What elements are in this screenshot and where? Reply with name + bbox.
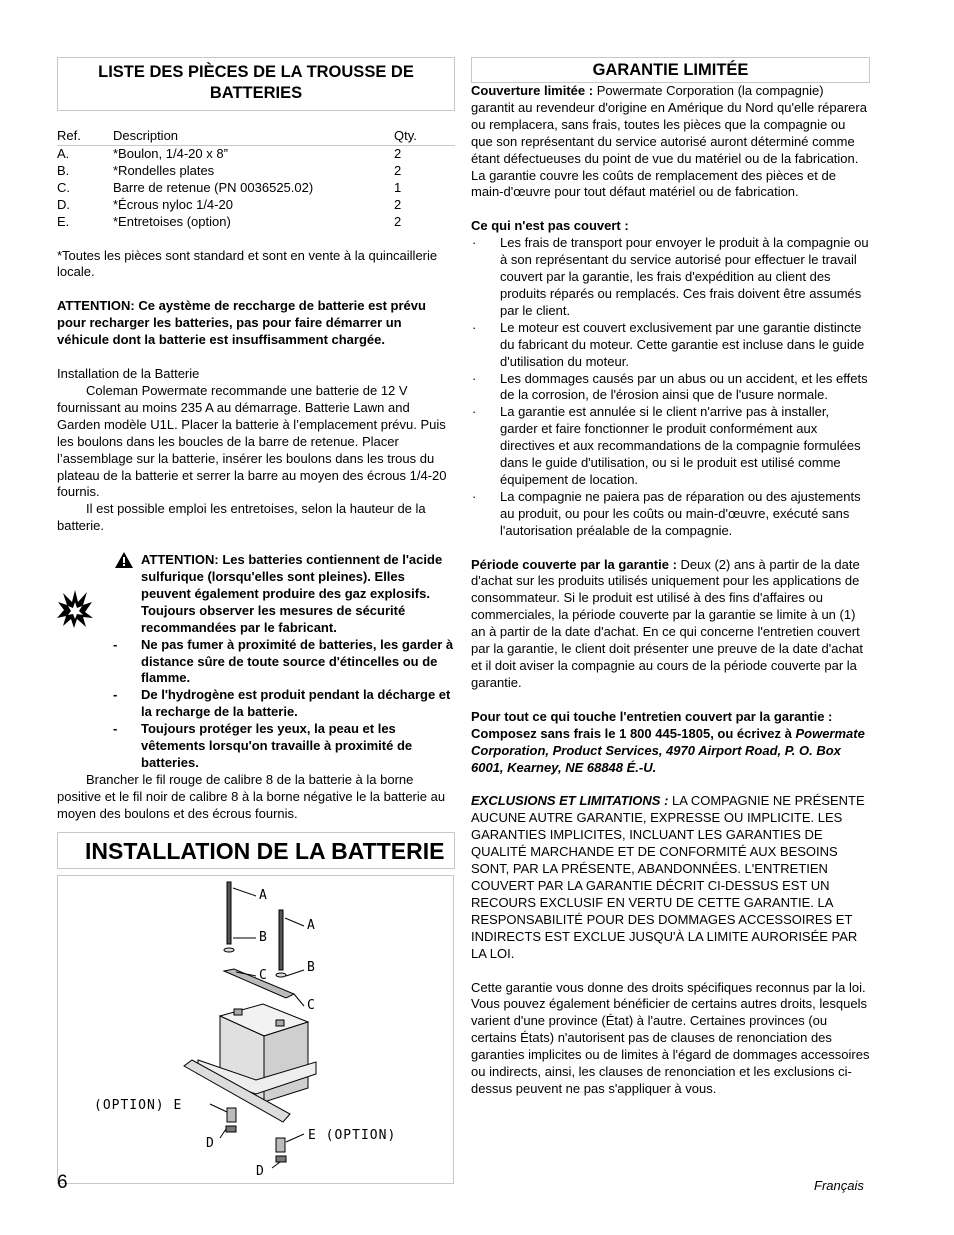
not-covered-label: Ce qui n'est pas couvert : xyxy=(471,218,629,234)
label-option-e-left: (OPTION) E xyxy=(94,1097,183,1113)
exclusions-label: EXCLUSIONS ET LIMITATIONS : xyxy=(471,793,669,809)
explosion-icon xyxy=(57,588,93,628)
coverage-label: Couverture limitée : xyxy=(471,83,594,98)
warning-item: - Ne pas fumer à proximité de batteries, les garder à distance sûre de toute source d'étincelles ou de flamme. xyxy=(113,636,454,686)
label-a-right: A xyxy=(307,917,315,933)
exclusions-paragraph xyxy=(471,793,870,962)
description-cell: *Écrous nyloc 1/4-20 xyxy=(113,196,233,212)
list-item: · Les dommages causés par un abus ou un accident, et les effets de la corrosion, de l'érosion ainsi que de l'usure normale. xyxy=(472,370,868,403)
label-d-right: D xyxy=(256,1163,264,1179)
label-option-e-right: E (OPTION) xyxy=(308,1127,397,1143)
table-row xyxy=(57,214,455,231)
qty-cell: 2 xyxy=(394,196,402,212)
install-paragraph-1: Coleman Powermate recommande une batterie de 12 V fournissant au moins 235 A au démarrage. Batterie Lawn and Garden modèle U1L. Placer la batterie à l’emplacement prévu. Puis les boulons dans les boucles de la barre de retenue. Placer l’assemblage sur la batterie, insérer les boulons dans les trous du plateau de la batterie et serrer la barre au moyen des écrous 1/4-20 fournis. xyxy=(57,382,447,500)
table-row xyxy=(57,180,455,197)
warning-triangle-icon xyxy=(115,552,133,568)
label-c-left: C xyxy=(259,967,267,983)
description-cell: Barre de retenue (PN 0036525.02) xyxy=(113,179,314,195)
battery-warning xyxy=(57,552,455,772)
attention-recharge: ATTENTION: Ce aystème de reccharge de batterie est prévu pour recharger les batteries, pas pour faire démarrer un véhicule dont la batterie est insuffisamment chargée. xyxy=(57,298,426,348)
bullet-marker: · xyxy=(472,319,477,335)
ref-cell: B. xyxy=(57,162,70,178)
exclusions-text: LA COMPAGNIE NE PRÉSENTE AUCUNE AUTRE GARANTIE, EXPRESSE OU IMPLICITE. LES GARANTIES IMPLICITES, INCLUANT LES GARANTIES DE QUALITÉ MARCHANDE ET DE CONFORMITÉ AUX BESOINS SONT, PAR LA PRÉSENTE, ABANDONNÉES. L'ENTRETIEN COUVERT PAR LA GARANTIE DÉCRIT CI-DESSUS EST UN RECOURS EXCLUSIF EN VERTU DE CETTE GARANTIE. LA RESPONSABILITÉ POUR DES DOMMAGES ACCESSOIRES ET INDIRECTS EST EXCLUE JUSQU'À LA LIMITE AURORISÉE PAR LA LOI. xyxy=(471,793,865,961)
left-column xyxy=(57,57,455,1184)
connect-paragraph: Brancher le fil rouge de calibre 8 de la batterie à la borne positive et le fil noir de calibre 8 à la borne négative le la batterie au moyen des boulons et des écrous fournis. xyxy=(57,771,446,821)
contact-text: Pour tout ce qui touche l'entretien couvert par la garantie : Composez sans frais le 1 800 445-1805, ou écrivez à xyxy=(471,708,833,741)
qty-cell: 2 xyxy=(394,162,402,178)
ref-cell: C. xyxy=(57,179,70,195)
list-item: · La garantie est annulée si le client n'arrive pas à installer, garder et faire fonctionner le produit conformément aux directives et aux recommandations de la compagnie formulées dans le guide d'utilisation, ou si le produit est utilisé comme équipement de location. xyxy=(472,404,861,487)
list-item: · Les frais de transport pour envoyer le produit à la compagnie ou à son représentant du service autorisé pour effectuer le travail couvert par la garantie, les frais d'expédition au client des produits réparés ou remplacés. Ces frais doivent être assumés par le client. xyxy=(472,235,869,318)
install-heading: Installation de la Batterie xyxy=(57,366,200,382)
table-row xyxy=(57,197,455,214)
description-cell: *Boulon, 1/4-20 x 8” xyxy=(113,146,228,161)
ref-cell: A. xyxy=(57,146,70,161)
not-covered-list xyxy=(471,235,870,539)
header-qty: Qty. xyxy=(394,128,455,146)
warning-item: - De l'hydrogène est produit pendant la décharge et la recharge de la batterie. xyxy=(113,687,451,720)
dash-marker: - xyxy=(113,721,118,737)
bullet-marker: · xyxy=(472,404,477,420)
warranty-title: GARANTIE LIMITÉE xyxy=(471,57,870,83)
coverage-paragraph xyxy=(471,83,870,201)
parts-table xyxy=(57,128,455,231)
period-paragraph xyxy=(471,557,870,692)
footer-language: Français xyxy=(814,1178,864,1193)
label-c-right: C xyxy=(307,997,315,1013)
installation-title: INSTALLATION DE LA BATTERIE xyxy=(57,832,455,869)
label-b-left: B xyxy=(259,929,267,945)
description-cell: *Entretoises (option) xyxy=(113,213,231,229)
warning-item: - Toujours protéger les yeux, la peau et les vêtements lorsqu'on travaille à proximité de batteries. xyxy=(113,721,413,770)
ref-cell: D. xyxy=(57,196,70,212)
header-description: Description xyxy=(113,128,394,146)
bullet-marker: · xyxy=(472,370,477,386)
parts-list-title: LISTE DES PIÈCES DE LA TROUSSE DE BATTERIES xyxy=(57,57,455,111)
ref-cell: E. xyxy=(57,213,70,229)
table-row xyxy=(57,163,455,180)
list-item: · La compagnie ne paiera pas de réparation ou des ajustements au produit, ou pour les coûts ou main-d'œuvre, exécuté sans l'autorisation préalable de la compagnie. xyxy=(472,488,861,538)
bullet-marker: · xyxy=(472,235,477,251)
qty-cell: 2 xyxy=(394,213,402,229)
rights-paragraph: Cette garantie vous donne des droits spécifiques reconnus par la loi. Vous pouvez également bénéficier de certains autres droits, lesquels varient d'une province (État) à l'autre. Certaines provinces (ou certains États) n'autorisent pas de clauses de renonciation des garanties implicites ou de limites à l'égard de dommages accessoires ou indirects, ainsi, les clauses de renonciation et les exclusions ci-dessus peuvent ne pas s'appliquer à vous. xyxy=(471,979,870,1096)
label-b-right: B xyxy=(307,959,315,975)
label-a-left: A xyxy=(259,887,267,903)
period-text: Deux (2) ans à partir de la date d'achat sur les produits utilisés uniquement pour les applications de consommateur. Si le produit est utilisé à des fins d'affaires ou commerciales, la période couverte par la garantie se limite à un (1) an à partir de la date d'achat. En ce qui concerne l'entretien couvert par la garantie, le client doit présenter une preuve de la date d'achat et il doit aviser la compagnie au cours de la période couverte par la garantie. xyxy=(471,556,864,690)
period-label: Période couverte par la garantie : xyxy=(471,556,677,572)
dash-marker: - xyxy=(113,636,118,652)
qty-cell: 2 xyxy=(394,146,402,161)
parts-table-header xyxy=(57,128,455,146)
coverage-text: Powermate Corporation (la compagnie) garantit au revendeur d'origine en Amérique du Nord qu'elle réparera ou remplacera, sans frais, toutes les pièces que la compagnie ou que son représentant du service autorisé auront déterminé comme étant défectueuses du point de vue du matériel ou de la fabrication. La garantie couvre les coûts de remplacement des pièces et de main-d'œuvre pour tout défaut matériel ou de fabrication. xyxy=(471,83,867,200)
list-item: · Le moteur est couvert exclusivement par une garantie distincte du fabricant du moteur. Cette garantie est incluse dans le guide d'utilisation du moteur. xyxy=(472,319,865,369)
parts-footnote: *Toutes les pièces sont standard et sont en vente à la quincaillerie locale. xyxy=(57,247,438,280)
header-ref: Ref. xyxy=(57,128,113,146)
table-row xyxy=(57,146,455,163)
description-cell: *Rondelles plates xyxy=(113,162,215,178)
contact-paragraph xyxy=(471,709,870,777)
contact-address: Powermate Corporation, Product Services, 4970 Airport Road, P. O. Box 6001, Kearney, NE 68848 É.-U. xyxy=(471,725,865,775)
battery-installation-diagram xyxy=(57,875,454,1184)
install-paragraph-2: Il est possible emploi les entretoises, selon la hauteur de la batterie. xyxy=(57,501,426,534)
qty-cell: 1 xyxy=(394,179,402,195)
label-d-left: D xyxy=(206,1135,214,1151)
right-column xyxy=(471,57,870,1098)
warning-main-text: ATTENTION: Les batteries contiennent de l'acide sulfurique (lorsqu'elles sont pleines). Elles peuvent également produire des gaz explosifs. Toujours observer les mesures de sécurité recommandées par le fabricant. xyxy=(141,552,443,635)
bullet-marker: · xyxy=(472,488,477,504)
dash-marker: - xyxy=(113,687,118,703)
page-number: 6 xyxy=(57,1172,68,1193)
